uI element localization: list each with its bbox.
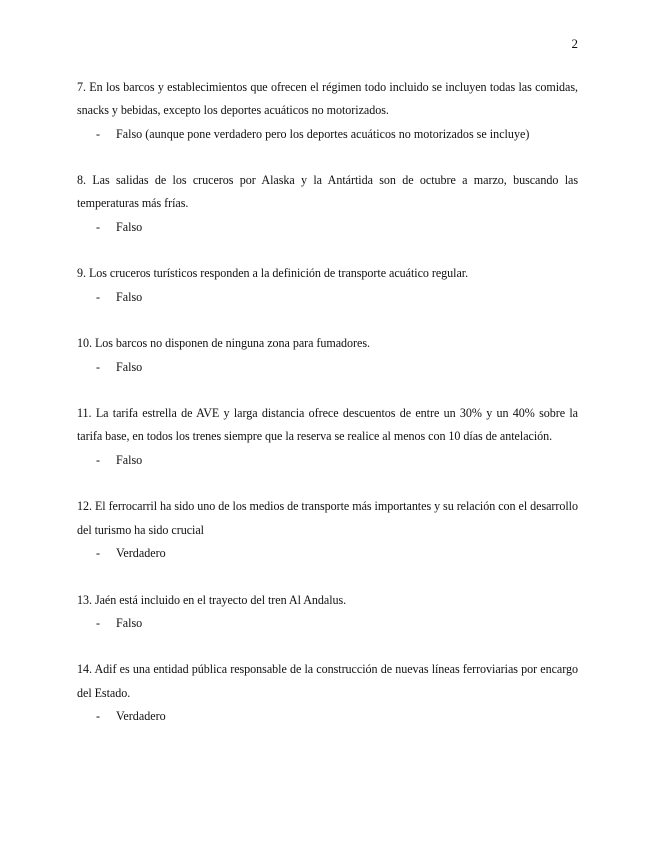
bullet-dash: - — [96, 545, 101, 560]
bullet-dash: - — [96, 615, 101, 630]
answer-text: Verdadero — [116, 709, 166, 724]
answer-text: Falso — [116, 359, 143, 374]
answer-text: Falso — [116, 289, 143, 304]
bullet-dash: - — [96, 126, 101, 141]
bullet-dash: - — [96, 709, 101, 724]
bullet-dash: - — [96, 219, 101, 234]
question-item-9 — [77, 262, 578, 309]
answer-line — [77, 449, 578, 472]
question-item-14 — [77, 658, 578, 728]
page-number: 2 — [571, 36, 578, 51]
question-text: 12. El ferrocarril ha sido uno de los medios de transporte más importantes y su relación con el desarrollo del turismo ha sido crucial — [77, 499, 578, 537]
answer-line — [77, 123, 578, 146]
question-text: 10. Los barcos no disponen de ninguna zona para fumadores. — [77, 336, 370, 351]
bullet-dash: - — [96, 452, 101, 467]
question-text: 7. En los barcos y establecimientos que ofrecen el régimen todo incluido se incluyen todas las comidas, snacks y bebidas, excepto los deportes acuáticos no motorizados. — [77, 80, 578, 118]
question-item-10 — [77, 332, 578, 379]
question-item-7 — [77, 76, 578, 146]
question-item-11 — [77, 402, 578, 472]
question-item-8 — [77, 169, 578, 239]
answer-line — [77, 542, 578, 565]
answer-line — [77, 612, 578, 635]
answer-text: Falso (aunque pone verdadero pero los deportes acuáticos no motorizados se incluye) — [116, 126, 530, 141]
answer-text: Verdadero — [116, 545, 166, 560]
answer-line — [77, 216, 578, 239]
document-body — [77, 76, 578, 752]
question-item-12 — [77, 495, 578, 565]
question-text: 13. Jaén está incluido en el trayecto del tren Al Andalus. — [77, 592, 347, 607]
answer-line — [77, 286, 578, 309]
bullet-dash: - — [96, 289, 101, 304]
bullet-dash: - — [96, 359, 101, 374]
answer-text: Falso — [116, 452, 143, 467]
question-text: 8. Las salidas de los cruceros por Alaska y la Antártida son de octubre a marzo, buscando las temperaturas más frías. — [77, 173, 578, 211]
question-text: 11. La tarifa estrella de AVE y larga distancia ofrece descuentos de entre un 30% y un 40% sobre la tarifa base, en todos los trenes siempre que la reserva se realice al menos con 10 días de antelación. — [77, 406, 578, 444]
answer-line — [77, 356, 578, 379]
question-item-13 — [77, 589, 578, 636]
answer-text: Falso — [116, 219, 143, 234]
question-text: 14. Adif es una entidad pública responsable de la construcción de nuevas líneas ferroviarias por encargo del Estado. — [77, 662, 578, 700]
answer-line — [77, 705, 578, 728]
question-text: 9. Los cruceros turísticos responden a la definición de transporte acuático regular. — [77, 266, 469, 281]
answer-text: Falso — [116, 615, 143, 630]
